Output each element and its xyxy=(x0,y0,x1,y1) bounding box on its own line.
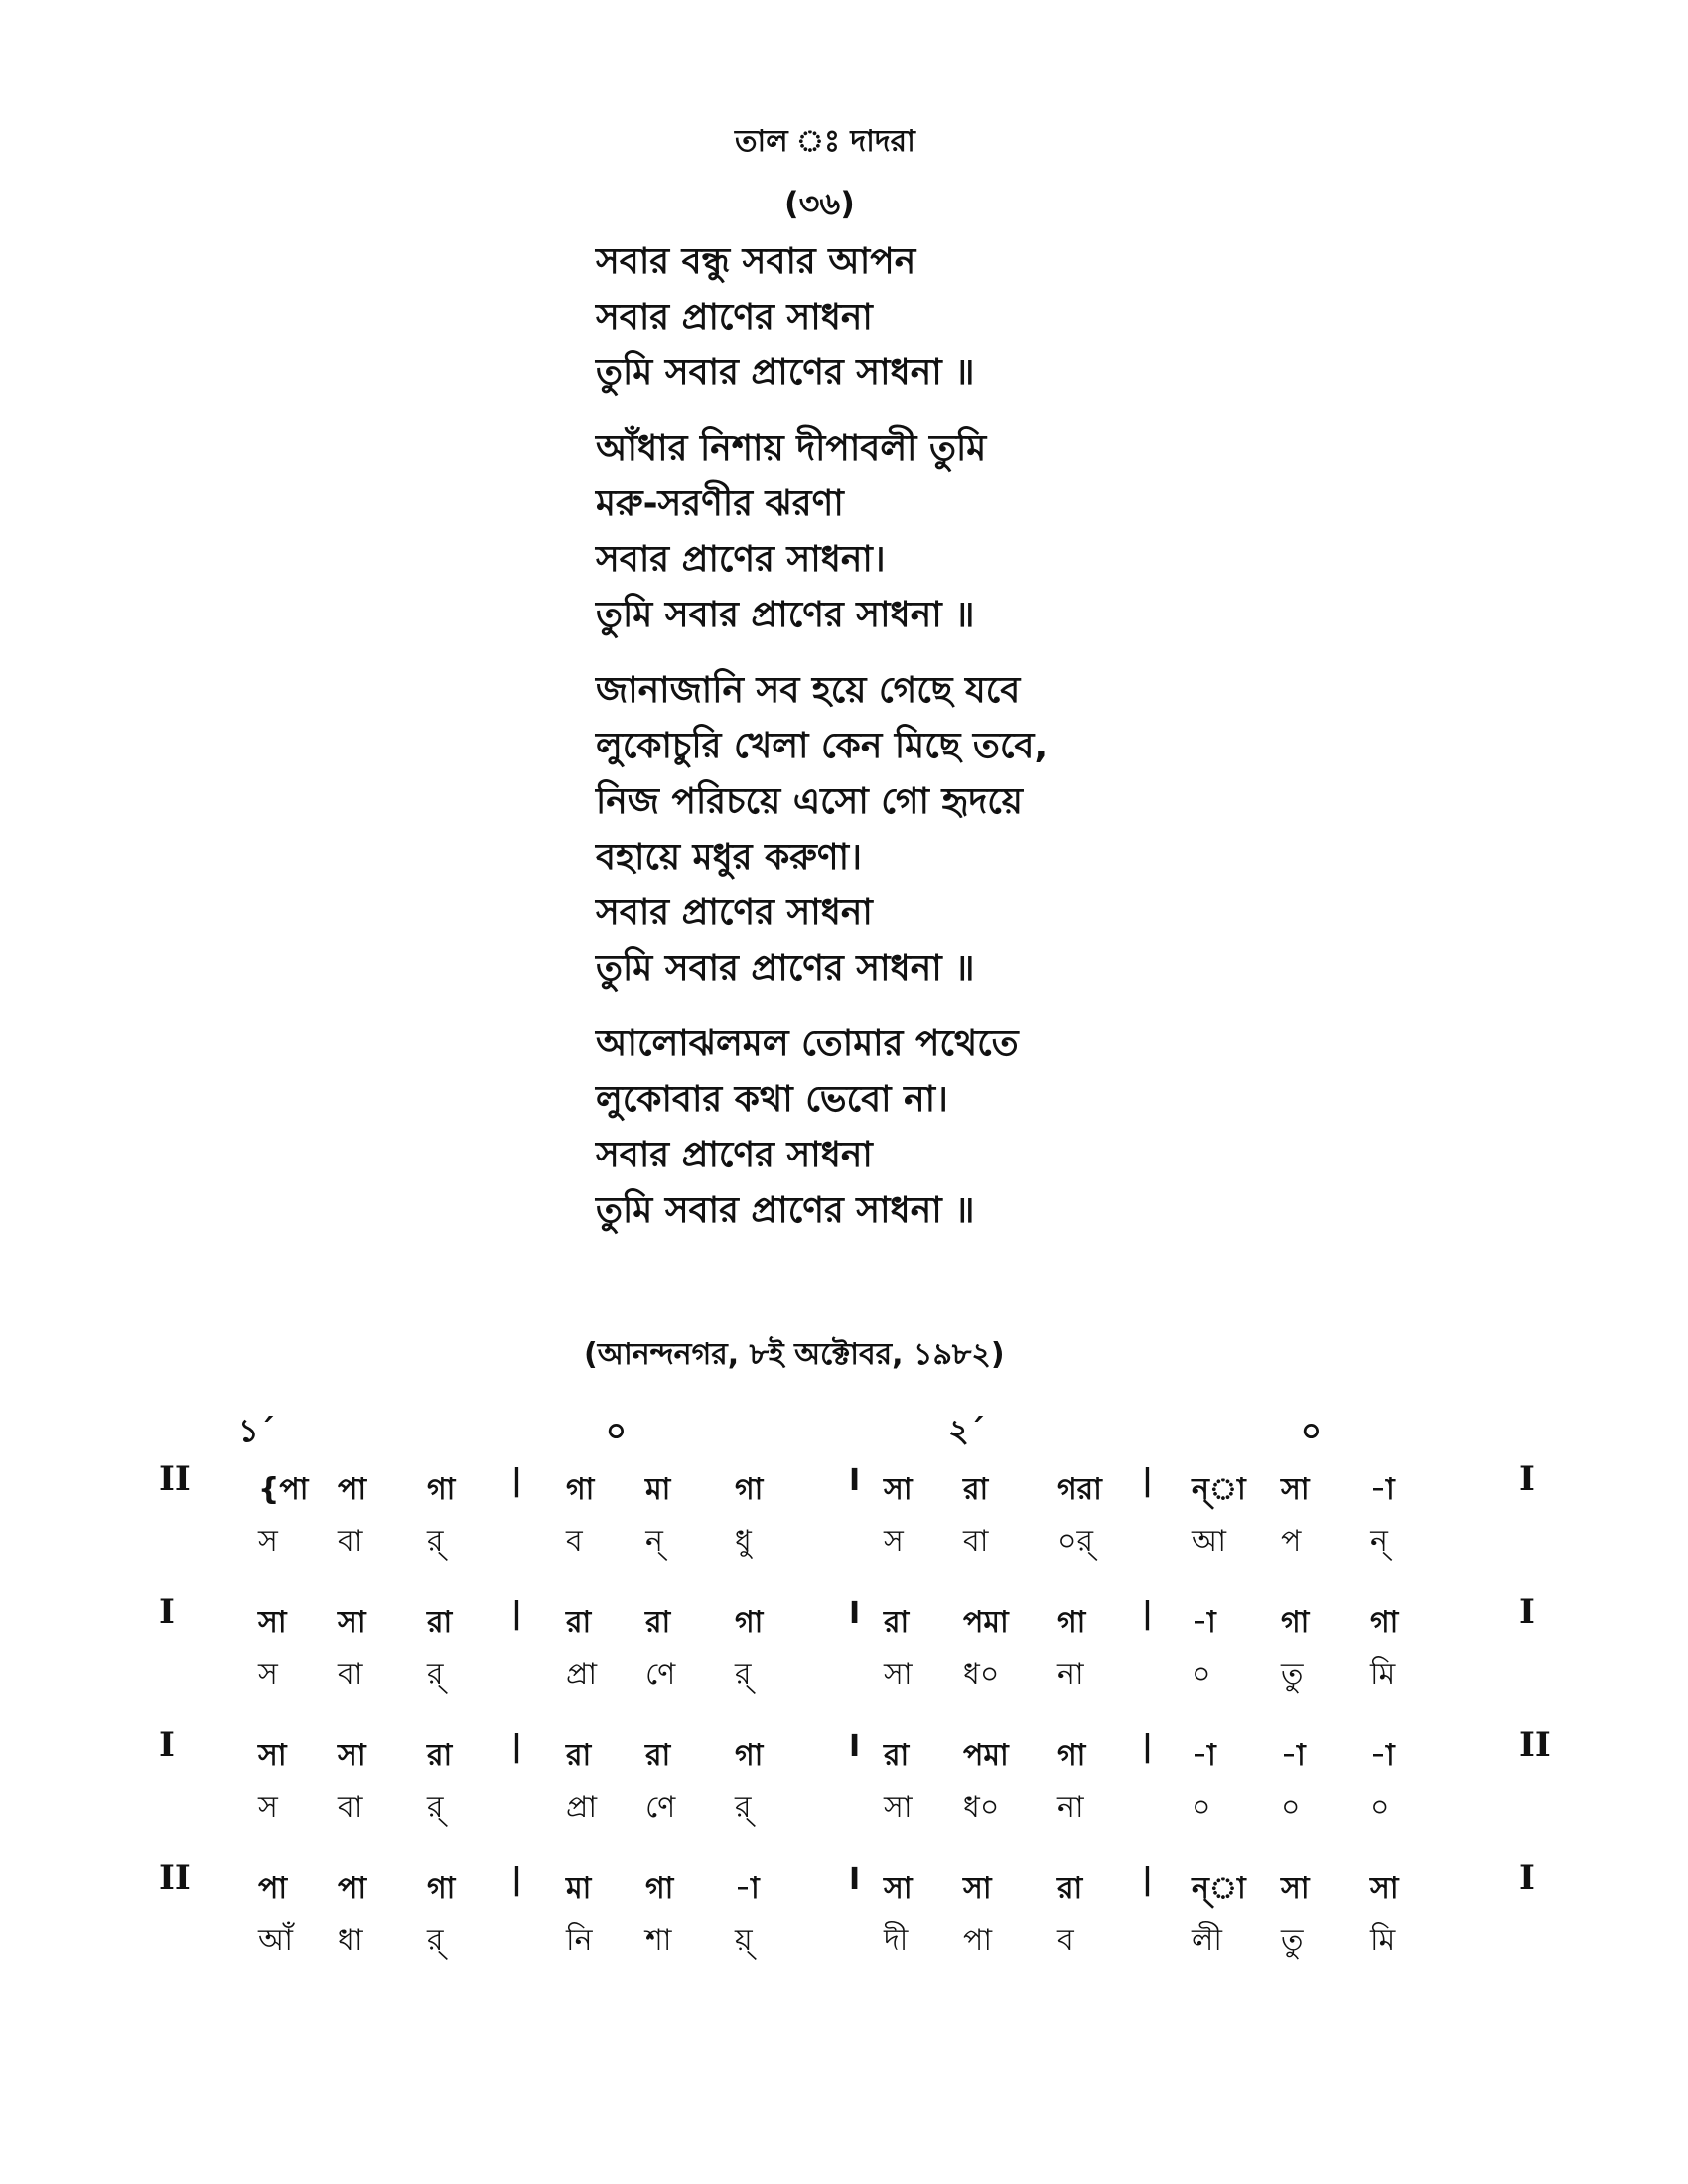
lyric-line: আঁধার নিশায় দীপাবলী তুমি xyxy=(596,428,987,469)
start-bar: II xyxy=(159,1858,191,1898)
end-bar: I xyxy=(1519,1459,1535,1499)
lyric-line: তুমি সবার প্রাণের সাধনা ॥ xyxy=(596,352,975,393)
syllable: বা xyxy=(963,1524,989,1559)
note: সা xyxy=(258,1605,287,1640)
syllable: লী xyxy=(1192,1923,1222,1958)
syllable: না xyxy=(1057,1657,1084,1692)
note: সা xyxy=(884,1871,913,1906)
note: -া xyxy=(1281,1738,1306,1773)
note: -া xyxy=(1192,1605,1216,1640)
division-bar: | xyxy=(511,1596,522,1631)
swaralipi-notation xyxy=(159,1459,1569,1991)
note: রা xyxy=(566,1738,592,1773)
colophon: (আনন্দনগর, ৮ই অক্টোবর, ১৯৮২) xyxy=(584,1337,1005,1372)
syllable: স xyxy=(884,1524,904,1559)
note: সা xyxy=(258,1738,287,1773)
end-bar: I xyxy=(1519,1858,1535,1898)
note: সা xyxy=(963,1871,992,1906)
syllable: শা xyxy=(645,1923,672,1958)
note: রা xyxy=(963,1472,989,1507)
division-bar: I xyxy=(849,1862,861,1897)
song-number: (৩৬) xyxy=(784,185,855,222)
tala-mark-2: ০ xyxy=(606,1412,627,1449)
division-bar: | xyxy=(511,1463,522,1498)
syllable: প xyxy=(1281,1524,1302,1559)
note: সা xyxy=(1281,1472,1310,1507)
notation-block xyxy=(159,1725,1569,1854)
syllable: র্‌ xyxy=(427,1790,444,1825)
syllable: র্‌ xyxy=(427,1923,444,1958)
start-bar: I xyxy=(159,1725,175,1765)
note: রা xyxy=(645,1605,671,1640)
lyric-line: তুমি সবার প্রাণের সাধনা ॥ xyxy=(596,595,975,635)
syllable: র্‌ xyxy=(427,1524,444,1559)
lyric-line: তুমি সবার প্রাণের সাধনা ॥ xyxy=(596,948,975,989)
syllable: ব xyxy=(1057,1923,1074,1958)
syllable: না xyxy=(1057,1790,1084,1825)
note: সা xyxy=(1281,1871,1310,1906)
note: রা xyxy=(566,1605,592,1640)
note: পা xyxy=(338,1472,367,1507)
note: -া xyxy=(1370,1472,1395,1507)
syllable: ধ০ xyxy=(963,1657,1000,1692)
syllable: স xyxy=(258,1524,278,1559)
note: গা xyxy=(1281,1605,1310,1640)
syllable: ০ xyxy=(1370,1790,1390,1825)
lyric-syllable-row xyxy=(159,1511,1569,1563)
division-bar: | xyxy=(1142,1862,1153,1897)
division-bar: | xyxy=(511,1729,522,1764)
note: সা xyxy=(338,1738,366,1773)
end-bar: II xyxy=(1519,1725,1551,1765)
syllable: বা xyxy=(338,1524,363,1559)
note: গা xyxy=(1057,1605,1086,1640)
note: -া xyxy=(735,1871,760,1906)
lyric-line: সবার প্রাণের সাধনা। xyxy=(596,539,886,580)
division-bar: I xyxy=(849,1463,861,1498)
division-bar: | xyxy=(1142,1596,1153,1631)
lyrics xyxy=(596,234,1489,1259)
stanza xyxy=(596,1017,1489,1239)
note: গা xyxy=(1370,1605,1399,1640)
lyric-line: নিজ পরিচয়ে এসো গো হৃদয়ে xyxy=(596,781,1023,822)
syllable: তু xyxy=(1281,1923,1304,1958)
lyric-line: বহায়ে মধুর করুণা। xyxy=(596,837,862,878)
tala-mark-1: ১´ xyxy=(238,1412,275,1449)
lyric-line: জানাজানি সব হয়ে গেছে যবে xyxy=(596,670,1021,711)
tala-mark-3: ২´ xyxy=(948,1412,985,1449)
lyric-line: সবার বন্ধু সবার আপন xyxy=(596,241,916,282)
note: -া xyxy=(1192,1738,1216,1773)
stanza xyxy=(596,663,1489,997)
lyric-line: লুকোবার কথা ভেবো না। xyxy=(596,1079,948,1120)
lyric-line: সবার প্রাণের সাধনা xyxy=(596,1135,873,1175)
syllable: ধ০ xyxy=(963,1790,1000,1825)
note: গা xyxy=(735,1738,764,1773)
lyric-line: মরু-সরণীর ঝরণা xyxy=(596,483,844,524)
lyric-syllable-row xyxy=(159,1910,1569,1962)
start-bar: I xyxy=(159,1592,175,1632)
note: ন্‌া xyxy=(1192,1871,1246,1906)
notation-block xyxy=(159,1858,1569,1987)
syllable: দী xyxy=(884,1923,909,1958)
note: পমা xyxy=(963,1605,1009,1640)
note: পমা xyxy=(963,1738,1009,1773)
syllable: সা xyxy=(884,1657,913,1692)
syllable: পা xyxy=(963,1923,993,1958)
note: রা xyxy=(1057,1871,1083,1906)
tal-heading: তাল ঃ দাদরা xyxy=(735,124,915,159)
start-bar: II xyxy=(159,1459,191,1499)
note: সা xyxy=(338,1605,366,1640)
syllable: য়্‌ xyxy=(735,1923,753,1958)
syllable: মি xyxy=(1370,1923,1396,1958)
syllable: বা xyxy=(338,1657,363,1692)
note: মা xyxy=(566,1871,592,1906)
division-bar: I xyxy=(849,1596,861,1631)
syllable: র্‌ xyxy=(735,1657,752,1692)
note: গা xyxy=(427,1472,456,1507)
stanza xyxy=(596,234,1489,401)
syllable: ধা xyxy=(338,1923,363,1958)
note-row xyxy=(159,1459,1569,1511)
syllable: নি xyxy=(566,1923,593,1958)
note: {পা xyxy=(258,1472,309,1507)
note-row xyxy=(159,1858,1569,1910)
syllable: ণে xyxy=(645,1657,676,1692)
note: সা xyxy=(1370,1871,1399,1906)
note: গা xyxy=(645,1871,674,1906)
syllable: প্রা xyxy=(566,1657,598,1692)
syllable: র্‌ xyxy=(427,1657,444,1692)
note: রা xyxy=(884,1738,910,1773)
lyric-line: আলোঝলমল তোমার পথেতে xyxy=(596,1024,1019,1064)
syllable: ০র্‌ xyxy=(1057,1524,1094,1559)
division-bar: I xyxy=(849,1729,861,1764)
note: গা xyxy=(427,1871,456,1906)
syllable: স xyxy=(258,1790,278,1825)
syllable: প্রা xyxy=(566,1790,598,1825)
stanza xyxy=(596,421,1489,643)
syllable: মি xyxy=(1370,1657,1396,1692)
syllable: ধু xyxy=(735,1524,752,1559)
division-bar: | xyxy=(511,1862,522,1897)
note: ন্‌া xyxy=(1192,1472,1246,1507)
syllable: আ xyxy=(1192,1524,1226,1559)
note: গা xyxy=(735,1605,764,1640)
note: গা xyxy=(735,1472,764,1507)
note: পা xyxy=(338,1871,367,1906)
lyric-line: সবার প্রাণের সাধনা xyxy=(596,297,873,338)
note: সা xyxy=(884,1472,913,1507)
note: -া xyxy=(1370,1738,1395,1773)
lyric-line: সবার প্রাণের সাধনা xyxy=(596,892,873,933)
syllable: ন্‌ xyxy=(1370,1524,1388,1559)
note: গরা xyxy=(1057,1472,1102,1507)
note: গা xyxy=(1057,1738,1086,1773)
notation-block xyxy=(159,1592,1569,1721)
note: রা xyxy=(427,1738,453,1773)
notation-block xyxy=(159,1459,1569,1588)
syllable: স xyxy=(258,1657,278,1692)
note: রা xyxy=(427,1605,453,1640)
note: গা xyxy=(566,1472,595,1507)
division-bar: | xyxy=(1142,1729,1153,1764)
note: মা xyxy=(645,1472,671,1507)
syllable: ণে xyxy=(645,1790,676,1825)
syllable: আঁ xyxy=(258,1923,293,1958)
end-bar: I xyxy=(1519,1592,1535,1632)
syllable: ন্‌ xyxy=(645,1524,663,1559)
lyric-syllable-row xyxy=(159,1644,1569,1696)
note: পা xyxy=(258,1871,288,1906)
syllable: ০ xyxy=(1192,1790,1211,1825)
syllable: বা xyxy=(338,1790,363,1825)
note-row xyxy=(159,1592,1569,1644)
syllable: ০ xyxy=(1281,1790,1301,1825)
syllable: ০ xyxy=(1192,1657,1211,1692)
syllable: র্‌ xyxy=(735,1790,752,1825)
note: রা xyxy=(645,1738,671,1773)
syllable: ব xyxy=(566,1524,583,1559)
syllable: সা xyxy=(884,1790,913,1825)
lyric-line: লুকোচুরি খেলা কেন মিছে তবে, xyxy=(596,726,1049,766)
note: রা xyxy=(884,1605,910,1640)
tala-mark-4: ০ xyxy=(1301,1412,1322,1449)
note-row xyxy=(159,1725,1569,1777)
lyric-syllable-row xyxy=(159,1777,1569,1829)
division-bar: | xyxy=(1142,1463,1153,1498)
lyric-line: তুমি সবার প্রাণের সাধনা ॥ xyxy=(596,1190,975,1231)
syllable: তু xyxy=(1281,1657,1304,1692)
